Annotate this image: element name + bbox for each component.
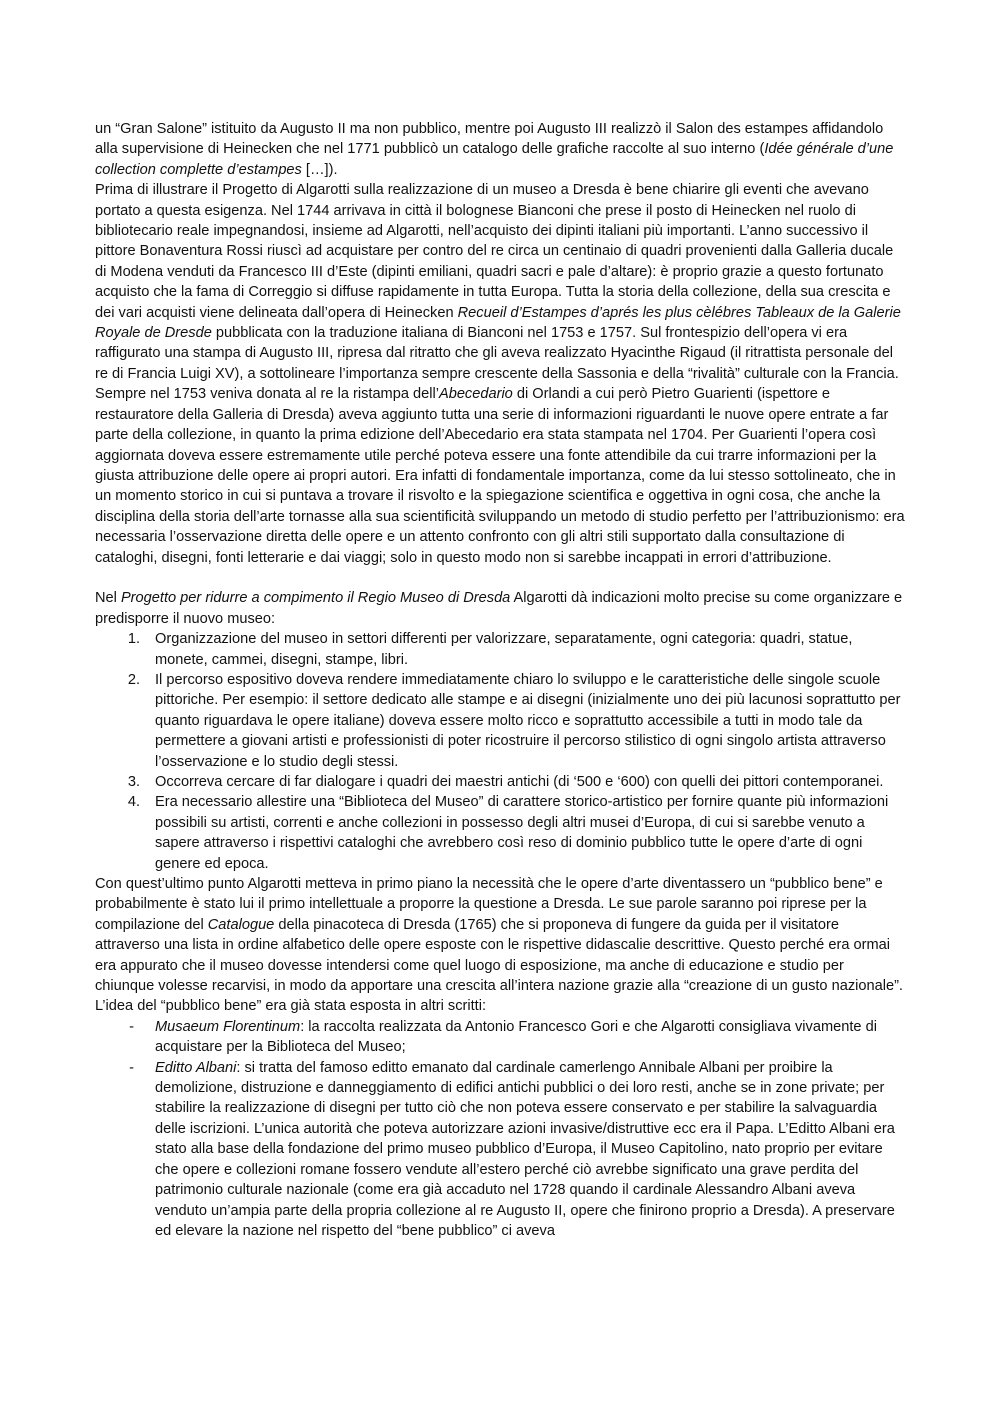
list-item bbox=[95, 772, 907, 792]
list-marker: - bbox=[129, 1018, 134, 1035]
list-item bbox=[95, 670, 907, 772]
italic-text-run: Catalogue bbox=[207, 916, 275, 933]
list-item bbox=[95, 792, 907, 874]
list-marker: 3. bbox=[127, 773, 140, 790]
list-marker: - bbox=[129, 1059, 134, 1076]
list-marker: 2. bbox=[127, 671, 140, 688]
text-run: […]). bbox=[301, 161, 338, 178]
text-run: Algarotti dà indicazioni molto precise su come organizzare e predisporre il nuovo museo: bbox=[95, 590, 903, 627]
italic-text-run: Abecedario bbox=[438, 386, 513, 403]
text-run: un “Gran Salone” istituito da Augusto II ma non pubblico, mentre poi Augusto III realizzò il Salon des estampes affidandolo alla supervisione di Heinecken che nel 1771 pubblicò un catalogo delle grafiche raccolte al suo interno ( bbox=[95, 121, 884, 158]
text-run: Organizzazione del museo in settori differenti per valorizzare, separatamente, ogni categoria: quadri, statue, monete, cammei, disegni, stampe, libri. bbox=[155, 631, 853, 668]
italic-text-run: Editto Albani bbox=[155, 1059, 237, 1076]
text-run: di Orlandi a cui però Pietro Guarienti (ispettore e restauratore della Galleria di Dresda) aveva aggiunto tutta una serie di informazioni riguardanti le nuove opere entrate a far parte della collezione, in quanto la prima edizione dell’Abecedario era stata stampata nel 1704. Per Guarienti l’opera così aggiornata doveva essere estremamente utile perché poteva essere una fonte attendibile da cui trarre informazioni per la giusta attribuzione delle opere ai propri autori. Era infatti di fondamentale importanza, come da lui stesso sottolineato, che in un momento storico in cui si puntava a trovare il risvolto e la spiegazione scientifica e oggettiva in ogni cosa, che anche la disciplina della storia dell’arte tornasse alla sua scientificità sviluppando un metodo di studio perfetto per l’attribuzionismo: era necessaria l’osservazione diretta delle opere e un attento confronto con gli altri stili supportato dalla consultazione di cataloghi, disegni, fonti letterarie e dai viaggi; solo in questo modo non si sarebbe incappati in errori d’attribuzione. bbox=[95, 386, 905, 566]
list-marker: 4. bbox=[127, 794, 140, 811]
list-item-text bbox=[155, 772, 907, 792]
italic-text-run: Idée générale d’une collection complette d’estampes bbox=[95, 141, 894, 178]
text-run: Occorreva cercare di far dialogare i quadri dei maestri antichi (di ‘500 e ‘600) con quelli dei pittori contemporanei. bbox=[155, 773, 884, 790]
list-item bbox=[95, 1017, 907, 1058]
paragraph bbox=[95, 588, 907, 629]
document-body bbox=[95, 119, 907, 1241]
text-run: : la raccolta realizzata da Antonio Francesco Gori e che Algarotti consigliava vivamente di acquistare per la Biblioteca del Museo; bbox=[155, 1018, 877, 1056]
paragraph bbox=[95, 180, 907, 384]
italic-text-run: Musaeum Florentinum bbox=[155, 1018, 301, 1035]
italic-text-run: Progetto per ridurre a compimento il Regio Museo di Dresda bbox=[120, 590, 511, 607]
dash-list bbox=[95, 1017, 907, 1241]
text-run: Era necessario allestire una “Biblioteca del Museo” di carattere storico-artistico per fornire quante più informazioni possibili su artisti, correnti e anche collezioni in possesso degli altri musei d’Europa, di cui si sarebbe venuto a sapere attraverso i rispettivi cataloghi che avrebbero così reso di dominio pubblico tutte le opere d’arte di ogni genere ed epoca. bbox=[155, 794, 889, 872]
list-item-text bbox=[155, 629, 907, 670]
text-run: pubblicata con la traduzione italiana di Bianconi nel 1753 e 1757. Sul frontespizio dell’opera vi era raffigurato una stampa di Augusto III, ripresa dal ritratto che gli aveva realizzato Hyacinthe Rigaud (il ritrattista personale del re di Francia Luigi XV), a sottolineare l’importanza sempre crescente della Sassonia e della “rivalità” culturale con la Francia. bbox=[95, 325, 899, 382]
list-item-text bbox=[155, 1017, 907, 1058]
list-item-text bbox=[155, 792, 907, 874]
text-run: della pinacoteca di Dresda (1765) che si proponeva di fungere da guida per il visitatore attraverso una lista in ordine alfabetico delle opere esposte con le rispettive didascalie descrittive. Questo perché era ormai era appurato che il museo dovesse intendersi come quel luogo di esposizione, ma anche di educazione e studio per chiunque volesse recarvisi, in modo da apportare una crescita all’intera nazione grazie alla “creazione di un gusto nazionale”. L’idea del “pubblico bene” era già stata esposta in altri scritti: bbox=[95, 916, 903, 1015]
list-item-text bbox=[155, 1058, 907, 1242]
list-item bbox=[95, 1058, 907, 1242]
list-marker: 1. bbox=[127, 631, 140, 648]
text-run: : si tratta del famoso editto emanato dal cardinale camerlengo Annibale Albani per proibire la demolizione, distruzione e danneggiamento di edifici antichi pubblici o dei loro resti, anche se in zone private; per stabilire la realizzazione di disegni per tutto ciò che non poteva essere conservato e per stabilire la salvaguardia delle iscrizioni. L’unica autorità che poteva autorizzare azioni invasive/distruttive ecc era il Papa. L’Editto Albani era stato alla base della fondazione del primo museo pubblico d’Europa, il Museo Capitolino, nato proprio per evitare che opere e collezioni romane fossero vendute all’estero perché ciò avrebbe significato una grave perdita del patrimonio culturale nazionale (come era già accaduto nel 1728 quando il cardinale Alessandro Albani aveva venduto un’ampia parte della propria collezione al re Augusto II, opere che finirono proprio a Dresda). A preservare ed elevare la nazione nel rispetto del “bene pubblico” ci aveva bbox=[155, 1059, 895, 1239]
paragraph bbox=[95, 384, 907, 568]
text-run: Nel bbox=[95, 590, 121, 607]
text-run: Prima di illustrare il Progetto di Algarotti sulla realizzazione di un museo a Dresda è bene chiarire gli eventi che avevano portato a questa esigenza. Nel 1744 arrivava in città il bolognese Bianconi che prese il posto di Heinecken nel ruolo di bibliotecario reale impegnandosi, insieme ad Algarotti, nell’acquisto dei dipinti italiani più importanti. L’anno successivo il pittore Bonaventura Rossi riuscì ad acquistare per contro del re circa un centinaio di quadri provenienti dalla Galleria ducale di Modena venduti da Francesco III d’Este (dipinti emiliani, quadri sacri e pale d’altare): è proprio grazie a questo fortunato acquisto che la fama di Correggio si diffuse rapidamente in tutta Europa. Tutta la storia della collezione, della sua crescita e dei vari acquisti viene delineata dall’opera di Heinecken bbox=[95, 182, 894, 321]
paragraph bbox=[95, 119, 907, 180]
paragraph-spacer bbox=[95, 568, 907, 588]
list-item bbox=[95, 629, 907, 670]
text-run: Con quest’ultimo punto Algarotti metteva in primo piano la necessità che le opere d’arte diventassero un “pubblico bene” e probabilmente è stato lui il primo intellettuale a proporre la questione a Dresda. Le sue parole saranno poi riprese per la compilazione del bbox=[95, 876, 883, 933]
text-run: Il percorso espositivo doveva rendere immediatamente chiaro lo sviluppo e le caratteristiche delle singole scuole pittoriche. Per esempio: il settore dedicato alle stampe e ai disegni (inizialmente uno dei più lacunosi soprattutto per quanto riguardava le opere italiane) doveva essere molto ricco e soprattutto accessibile a tutti in modo tale da permettere a giovani artisti e professionisti di poter ricostruire il percorso stilistico di ogni singolo artista attraverso l’osservazione e lo studio degli stessi. bbox=[155, 671, 901, 770]
italic-text-run: Recueil d’Estampes d’aprés les plus cèlébres Tableaux de la Galerie Royale de Dresde bbox=[95, 304, 901, 342]
numbered-list bbox=[95, 629, 907, 874]
text-run: Sempre nel 1753 veniva donata al re la ristampa dell’ bbox=[95, 386, 439, 403]
list-item-text bbox=[155, 670, 907, 772]
paragraph bbox=[95, 874, 907, 1017]
